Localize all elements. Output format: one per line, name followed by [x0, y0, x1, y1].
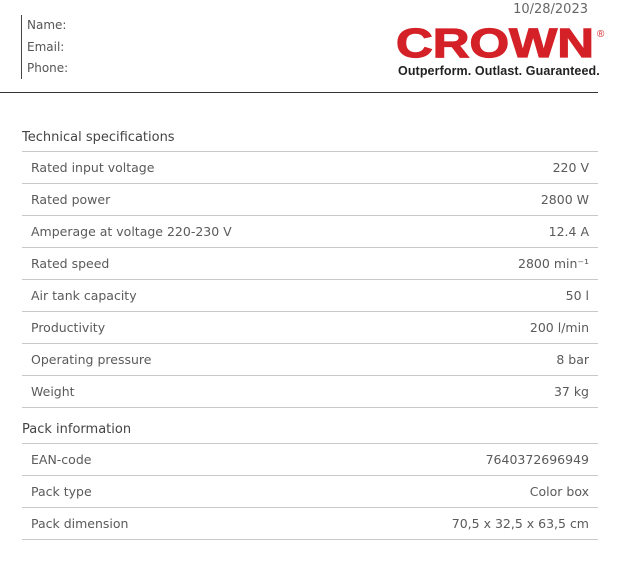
contact-block — [21, 15, 68, 79]
header-divider — [0, 92, 598, 93]
spec-label: Operating pressure — [31, 352, 152, 367]
spec-label: Weight — [31, 384, 75, 399]
spec-value: 70,5 x 32,5 x 63,5 cm — [451, 516, 589, 531]
spec-label: Rated power — [31, 192, 111, 207]
spec-value: 8 bar — [556, 352, 589, 367]
spec-row — [22, 248, 598, 280]
logo-wordmark: CROWN — [396, 25, 594, 65]
spec-label: Pack dimension — [31, 516, 129, 531]
spec-row — [22, 476, 598, 508]
spec-label: Pack type — [31, 484, 92, 499]
phone-label: Phone: — [27, 61, 69, 75]
name-label: Name: — [27, 18, 67, 32]
spec-row — [22, 152, 598, 184]
email-label: Email: — [27, 39, 65, 54]
spec-value: 12.4 A — [548, 224, 589, 239]
spec-row — [22, 376, 598, 408]
spec-value: 2800 W — [540, 192, 589, 207]
spec-label: Productivity — [31, 320, 106, 335]
spec-value: 50 l — [565, 288, 589, 303]
pack-section-title: Pack information — [22, 422, 132, 437]
spec-label: Rated input voltage — [31, 160, 155, 175]
spec-row — [22, 444, 598, 476]
registered-mark: ® — [597, 29, 605, 40]
spec-row — [22, 344, 598, 376]
spec-label: Rated speed — [31, 256, 110, 271]
spec-value: 37 kg — [553, 384, 589, 399]
spec-label: Amperage at voltage 220-230 V — [31, 224, 232, 239]
pack-info-table — [22, 443, 598, 540]
spec-row — [22, 216, 598, 248]
document-date: 10/28/2023 — [513, 2, 588, 17]
technical-spec-table — [22, 151, 598, 408]
spec-row — [22, 508, 598, 540]
spec-label: Air tank capacity — [31, 288, 137, 303]
spec-value: 200 l/min — [529, 320, 589, 335]
brand-tagline: Outperform. Outlast. Guaranteed. — [398, 64, 600, 78]
spec-row — [22, 312, 598, 344]
technical-section-title: Technical specifications — [22, 130, 175, 145]
spec-label: EAN-code — [31, 452, 92, 467]
spec-value: Color box — [529, 484, 589, 499]
spec-value: 2800 min⁻¹ — [518, 256, 589, 271]
spec-value: 220 V — [552, 160, 589, 175]
spec-value: 7640372696949 — [485, 452, 589, 467]
spec-row — [22, 280, 598, 312]
spec-row — [22, 184, 598, 216]
